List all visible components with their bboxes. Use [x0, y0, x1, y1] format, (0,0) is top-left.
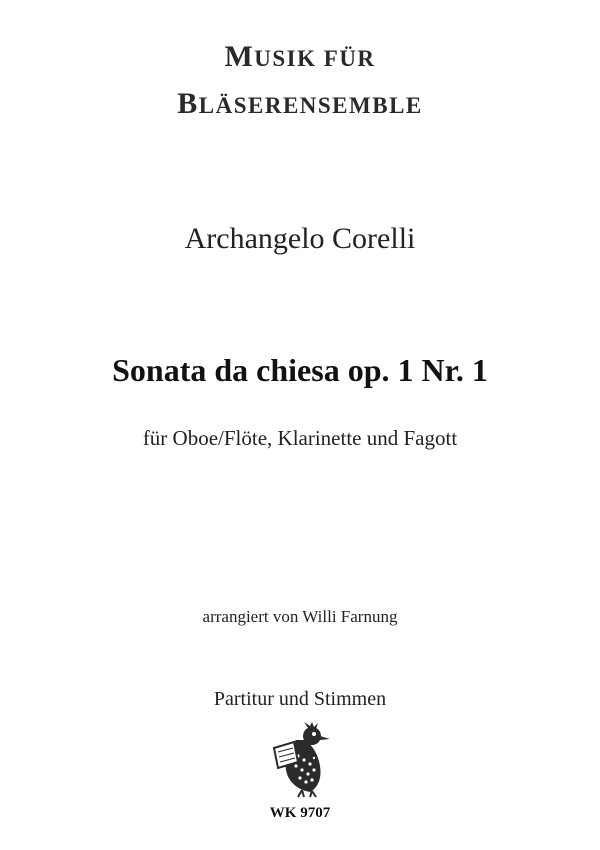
series-initial-1: M: [224, 40, 255, 73]
series-title-line-2: [0, 83, 600, 130]
composer-name: Archangelo Corelli: [184, 222, 416, 255]
series-initial-2: B: [177, 87, 199, 120]
series-title: [0, 36, 600, 130]
series-rest-2: LÄSERENSEMBLE: [198, 93, 423, 118]
instrumentation: für Oboe/Flöte, Klarinette und Fagott: [142, 426, 458, 450]
arranger-credit: arrangiert von Willi Farnung: [202, 607, 398, 626]
work-title: Sonata da chiesa op. 1 Nr. 1: [112, 352, 488, 388]
series-title-line-1: [0, 36, 600, 83]
bird-logo-icon: [268, 722, 334, 798]
catalog-number: WK 9707: [269, 805, 331, 821]
edition-type: Partitur und Stimmen: [213, 688, 387, 710]
series-rest-1: USIK FÜR: [254, 46, 376, 71]
